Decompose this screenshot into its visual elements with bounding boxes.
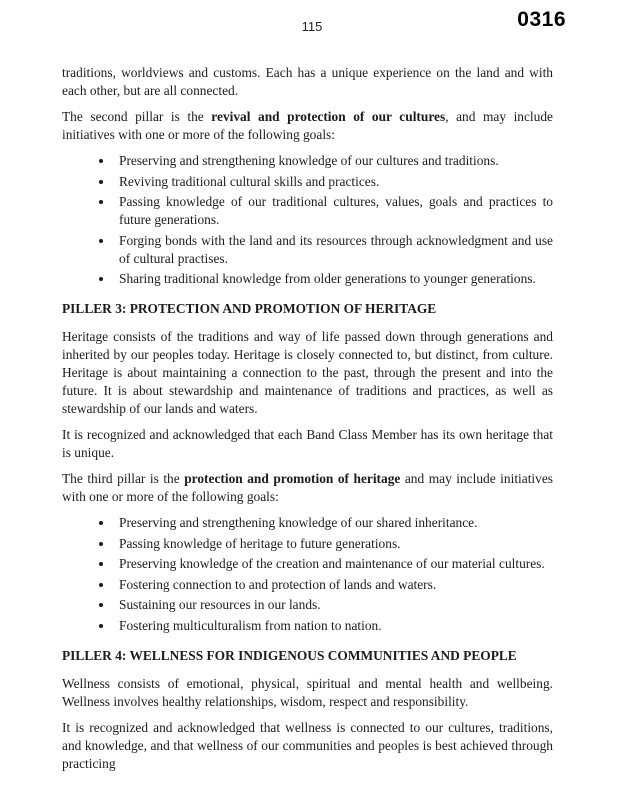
third-pillar-text-post: and may include initiatives with one or more of the following goals: [62, 471, 553, 504]
third-pillar-goals-list [62, 514, 553, 635]
paragraph-heritage-unique: It is recognized and acknowledged that each Band Class Member has its own heritage that is unique. [62, 427, 553, 460]
list-item: • Fostering connection to and protection of lands and waters. [114, 576, 553, 594]
document-body [62, 64, 553, 781]
second-pillar-bold-phrase: revival and protection of our cultures [211, 109, 446, 124]
paragraph-intro-continuation: traditions, worldviews and customs. Each has a unique experience on the land and with each other, but are all connected. [62, 65, 553, 98]
third-pillar-text-pre: The third pillar is the [62, 471, 185, 486]
list-item: • Preserving and strengthening knowledge of our cultures and traditions. [114, 152, 553, 170]
list-item: • Passing knowledge of heritage to future generations. [114, 535, 553, 553]
list-item: • Reviving traditional cultural skills and practices. [114, 173, 553, 191]
second-pillar-text-pre: The second pillar is the [62, 109, 212, 124]
list-item: • Sustaining our resources in our lands. [114, 596, 553, 614]
paragraph-wellness-definition: Wellness consists of emotional, physical, spiritual and mental health and wellbeing. Wellness involves healthy relationships, wisdom, respect and responsibility. [62, 675, 553, 709]
paragraph-third-pillar [62, 470, 553, 506]
list-item: • Forging bonds with the land and its resources through acknowledgment and use of cultural practises. [114, 232, 553, 268]
page-number: 115 [301, 19, 323, 34]
paragraph-heritage-definition: Heritage consists of the traditions and way of life passed down through generations and inherited by our peoples today. Heritage is closely connected to, but distinct, from culture. Heritage is about maintaining a connection to the past, through the present and into the future. It is about stewardship and maintenance of traditions and practices, as well as stewardship of our lands and waters. [62, 329, 553, 416]
list-item: • Fostering multiculturalism from nation to nation. [114, 617, 553, 635]
heading-piller-4: PILLER 4: WELLNESS FOR INDIGENOUS COMMUNITIES AND PEOPLE [62, 647, 517, 663]
second-pillar-text-post: , and may include initiatives with one or more of the following goals: [62, 109, 553, 142]
heading-piller-3: PILLER 3: PROTECTION AND PROMOTION OF HERITAGE [62, 301, 437, 316]
third-pillar-bold-phrase: protection and promotion of heritage [184, 471, 401, 486]
bates-stamp-number: 0316 [517, 8, 566, 31]
second-pillar-goals-list [62, 152, 553, 288]
list-item: • Preserving and strengthening knowledge of our shared inheritance. [114, 514, 553, 532]
list-item: • Passing knowledge of our traditional cultures, values, goals and practices to future generations. [114, 193, 553, 229]
list-item: • Sharing traditional knowledge from older generations to younger generations. [114, 270, 553, 288]
paragraph-second-pillar [62, 108, 553, 144]
list-item: • Preserving knowledge of the creation and maintenance of our material cultures. [114, 555, 553, 573]
paragraph-wellness-recognition: It is recognized and acknowledged that wellness is connected to our cultures, traditions, and knowledge, and that wellness of our communities and peoples is best achieved through practicing [62, 719, 553, 771]
